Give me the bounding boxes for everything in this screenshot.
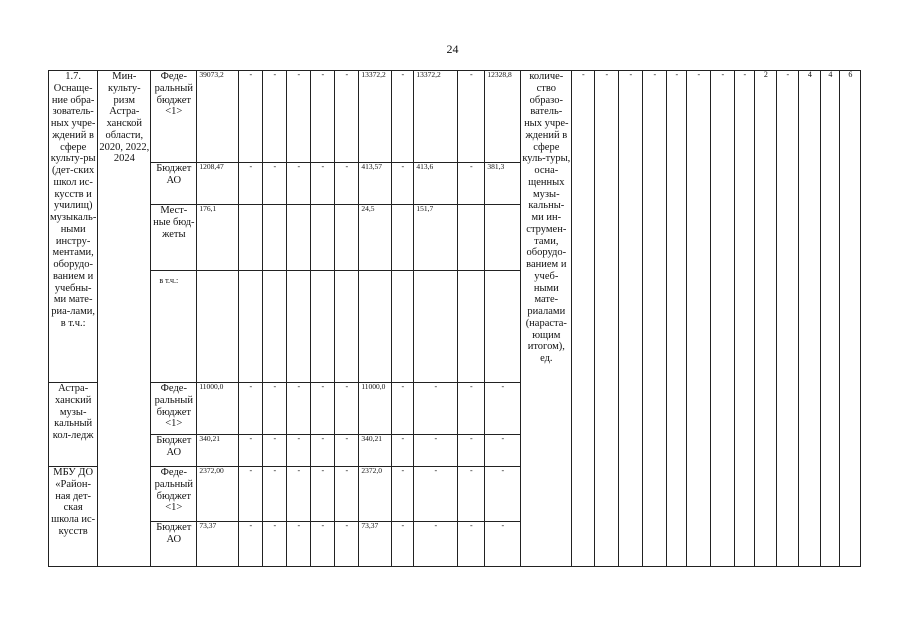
value-cell: - <box>335 522 359 567</box>
total-cell: 176,1 <box>197 205 239 271</box>
indicator-value-cell: 6 <box>840 71 861 567</box>
value-cell: - <box>392 383 414 435</box>
total-cell: 1208,47 <box>197 163 239 205</box>
value-cell: - <box>392 71 414 163</box>
value-cell: - <box>239 435 263 467</box>
value-cell: - <box>287 383 311 435</box>
total-cell: 340,21 <box>197 435 239 467</box>
value-cell: - <box>311 467 335 522</box>
value-cell: - <box>335 71 359 163</box>
value-cell: - <box>392 522 414 567</box>
value-cell: 413,57 <box>359 163 392 205</box>
value-cell <box>287 271 311 383</box>
value-cell: - <box>458 163 485 205</box>
total-cell <box>197 271 239 383</box>
value-cell: - <box>263 522 287 567</box>
program-table <box>48 70 861 567</box>
value-cell <box>287 205 311 271</box>
value-cell <box>392 271 414 383</box>
value-cell: - <box>263 163 287 205</box>
indicator-value-cell: 4 <box>821 71 840 567</box>
total-cell: 73,37 <box>197 522 239 567</box>
indicator-value-cell: - <box>711 71 735 567</box>
value-cell: 2372,0 <box>359 467 392 522</box>
value-cell: - <box>311 71 335 163</box>
indicator-value-cell: - <box>595 71 619 567</box>
value-cell <box>414 271 458 383</box>
value-cell: - <box>485 435 521 467</box>
indicator-value-cell: 4 <box>799 71 821 567</box>
value-cell: 13372,2 <box>414 71 458 163</box>
source-cell: Феде-ральный бюджет <1> <box>151 467 197 522</box>
value-cell: - <box>335 435 359 467</box>
indicator-cell: количе-ство образо-ватель-ных учре-ждений в сфере куль-туры, осна-щенных музы-кальны-ми ин-струмен-тами, оборудо-ванием и учеб-ными мате-риалами (нараста-ющим итогом), ед. <box>521 71 572 567</box>
value-cell: - <box>458 71 485 163</box>
value-cell: - <box>392 163 414 205</box>
table-row <box>49 71 861 163</box>
value-cell: 12328,8 <box>485 71 521 163</box>
value-cell: - <box>287 467 311 522</box>
value-cell: - <box>414 383 458 435</box>
source-cell: в т.ч.: <box>151 271 197 383</box>
indicator-value-cell: - <box>643 71 667 567</box>
value-cell: - <box>485 522 521 567</box>
value-cell: - <box>458 383 485 435</box>
value-cell <box>239 271 263 383</box>
value-cell: 24,5 <box>359 205 392 271</box>
value-cell: - <box>239 467 263 522</box>
source-cell: Бюджет АО <box>151 163 197 205</box>
indicator-value-cell: - <box>619 71 643 567</box>
value-cell: - <box>335 467 359 522</box>
total-cell: 2372,00 <box>197 467 239 522</box>
indicator-value-cell: - <box>572 71 595 567</box>
value-cell: - <box>287 522 311 567</box>
value-cell <box>335 271 359 383</box>
indicator-value-cell: - <box>667 71 687 567</box>
total-cell: 11000,0 <box>197 383 239 435</box>
value-cell: - <box>287 163 311 205</box>
source-cell: Мест-ные бюд-жеты <box>151 205 197 271</box>
total-cell: 39073,2 <box>197 71 239 163</box>
value-cell: - <box>263 435 287 467</box>
value-cell: - <box>414 435 458 467</box>
value-cell: - <box>239 522 263 567</box>
value-cell: - <box>392 467 414 522</box>
value-cell <box>359 271 392 383</box>
source-cell: Бюджет АО <box>151 522 197 567</box>
indicator-value-cell: - <box>687 71 711 567</box>
source-cell: Феде-ральный бюджет <1> <box>151 383 197 435</box>
value-cell <box>485 205 521 271</box>
value-cell: - <box>335 163 359 205</box>
value-cell: - <box>239 383 263 435</box>
value-cell <box>458 271 485 383</box>
value-cell: - <box>458 435 485 467</box>
value-cell: - <box>239 163 263 205</box>
value-cell <box>263 271 287 383</box>
value-cell <box>311 271 335 383</box>
value-cell: 13372,2 <box>359 71 392 163</box>
value-cell: - <box>335 383 359 435</box>
value-cell <box>311 205 335 271</box>
value-cell: - <box>392 435 414 467</box>
indicator-value-cell: 2 <box>755 71 777 567</box>
value-cell: - <box>239 71 263 163</box>
value-cell <box>458 205 485 271</box>
value-cell: - <box>458 522 485 567</box>
value-cell: - <box>485 467 521 522</box>
value-cell: 340,21 <box>359 435 392 467</box>
value-cell: - <box>311 435 335 467</box>
value-cell: - <box>311 522 335 567</box>
value-cell: - <box>414 467 458 522</box>
value-cell: - <box>311 163 335 205</box>
page-number: 24 <box>446 42 459 56</box>
value-cell: - <box>311 383 335 435</box>
value-cell: - <box>287 71 311 163</box>
value-cell <box>335 205 359 271</box>
value-cell: - <box>287 435 311 467</box>
sub-item-cell: Астра-ханский музы-кальный кол-ледж <box>49 383 98 467</box>
value-cell: - <box>263 383 287 435</box>
item-cell: 1.7. Оснаще-ние обра-зователь-ных учре-ждений в сфере культу-ры (дет-ских школ ис-кусств и училищ) музыкаль-ными инстру-ментами, оборудо-ванием и учебны-ми мате-риа-лами, в т.ч.: <box>49 71 98 383</box>
value-cell: 151,7 <box>414 205 458 271</box>
value-cell: 381,3 <box>485 163 521 205</box>
value-cell: 11000,0 <box>359 383 392 435</box>
value-cell: - <box>263 467 287 522</box>
value-cell: 413,6 <box>414 163 458 205</box>
indicator-value-cell: - <box>735 71 755 567</box>
source-cell: Бюджет АО <box>151 435 197 467</box>
value-cell: 73,37 <box>359 522 392 567</box>
value-cell: - <box>263 71 287 163</box>
value-cell: - <box>485 383 521 435</box>
indicator-value-cell: - <box>777 71 799 567</box>
source-cell: Феде-ральный бюджет <1> <box>151 71 197 163</box>
sub-item-cell: МБУ ДО «Район-ная дет-ская школа ис-кусств <box>49 467 98 567</box>
value-cell <box>485 271 521 383</box>
value-cell <box>239 205 263 271</box>
value-cell: - <box>458 467 485 522</box>
value-cell <box>263 205 287 271</box>
value-cell: - <box>414 522 458 567</box>
executor-cell: Мин-культу-ризм Астра-ханской области, 2020, 2022, 2024 <box>98 71 151 567</box>
value-cell <box>392 205 414 271</box>
